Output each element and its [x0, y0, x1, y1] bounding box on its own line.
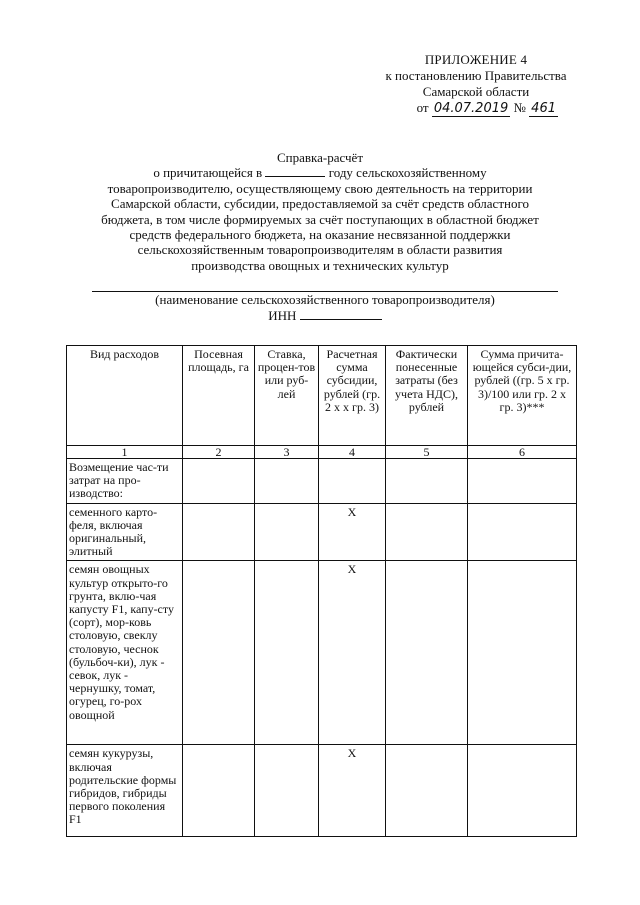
inn-line [92, 308, 558, 323]
appendix-date-line [360, 100, 592, 117]
header-calculated-subsidy: Расчетная сумма субсидии, рублей (гр. 2 х х гр. 3) [319, 346, 386, 446]
row-label-seed-potato: семенного карто-феля, включая оригинальный, элитный [67, 503, 183, 561]
appendix-title: ПРИЛОЖЕНИЕ 4 [424, 52, 528, 67]
cell-rate [255, 745, 319, 837]
cell-area [183, 561, 255, 745]
col-number: 5 [386, 446, 468, 459]
table-row [67, 503, 577, 561]
document-title [92, 150, 548, 273]
handwritten-number: 461 [531, 101, 556, 116]
title-line-5: бюджета, в том числе формируемых за счёт поступающих в областной бюджет [101, 211, 539, 227]
header-actual-costs: Фактически понесенные затраты (без учета НДС), рублей [386, 346, 468, 446]
appendix-header [360, 52, 592, 117]
col-number: 4 [319, 446, 386, 459]
col-number: 1 [67, 446, 183, 459]
cell-area [183, 745, 255, 837]
appendix-line-region: Самарской области [422, 84, 530, 99]
title-line-2a: о причитающейся в [153, 165, 263, 181]
table-header-row [67, 346, 577, 446]
title-line-1: Справка-расчёт [276, 150, 364, 165]
year-blank [265, 165, 325, 177]
row-label-corn-seeds: семян кукурузы, включая родительские формы гибридов, гибриды первого поколения F1 [67, 745, 183, 837]
cell-rate [255, 503, 319, 561]
row-label-costs-reimbursement: Возмещение час-ти затрат на про-изводство: [67, 459, 183, 504]
cell-area [183, 459, 255, 504]
cell-calc-subsidy-x: X [319, 745, 386, 837]
title-line-8: производства овощных и технических культур [191, 257, 449, 273]
inn-blank [300, 308, 382, 320]
title-line-2b: году сельскохозяйственному [328, 165, 487, 181]
title-line-2 [92, 165, 548, 180]
title-line-4: Самарской области, субсидии, предоставляемой за счёт средств областного [111, 196, 529, 212]
calculation-table [66, 345, 577, 837]
cell-calc-subsidy-x: X [319, 503, 386, 561]
cell-subsidy-due [468, 561, 577, 745]
table-row [67, 561, 577, 745]
appendix-line-resolution: к постановлению Правительства [385, 68, 567, 83]
table-row [67, 745, 577, 837]
cell-subsidy-due [468, 745, 577, 837]
cell-calc-subsidy-x: X [319, 561, 386, 745]
title-line-3: товаропроизводителю, осуществляющему свою деятельность на территории [107, 180, 533, 196]
col-number: 3 [255, 446, 319, 459]
cell-rate [255, 459, 319, 504]
cell-actual-costs [386, 459, 468, 504]
inn-label: ИНН [268, 308, 297, 323]
date-prefix: от [416, 100, 429, 115]
table-row [67, 459, 577, 504]
cell-actual-costs [386, 561, 468, 745]
cell-subsidy-due [468, 459, 577, 504]
header-expense-type: Вид расходов [67, 346, 183, 446]
col-number: 2 [183, 446, 255, 459]
row-label-vegetable-seeds: семян овощных культур открыто-го грунта, вклю-чая капусту F1, капу-сту (сорт), мор-ковь столовую, свеклу столовую, чеснок (бульбоч-ки), лук - севок, лук - чернушку, томат, огурец, го-рох овощной [67, 561, 183, 745]
col-number: 6 [468, 446, 577, 459]
number-prefix: № [513, 100, 526, 115]
producer-name-caption: (наименование сельскохозяйственного товаропроизводителя) [155, 292, 495, 307]
handwritten-date: 04.07.2019 [433, 101, 509, 116]
cell-subsidy-due [468, 503, 577, 561]
title-line-7: сельскохозяйственным товаропроизводителям в области развития [137, 242, 503, 258]
header-rate: Ставка, процен-тов или руб-лей [255, 346, 319, 446]
column-number-row [67, 446, 577, 459]
cell-rate [255, 561, 319, 745]
cell-actual-costs [386, 745, 468, 837]
title-line-6: средств федерального бюджета, на оказание несвязанной поддержки [129, 227, 511, 243]
cell-actual-costs [386, 503, 468, 561]
cell-calc-subsidy [319, 459, 386, 504]
header-sown-area: Посевная площадь, га [183, 346, 255, 446]
header-subsidy-due: Сумма причита-ющейся субси-дии, рублей ((гр. 5 х гр. 3)/100 или гр. 2 х гр. 3)*** [468, 346, 577, 446]
cell-area [183, 503, 255, 561]
